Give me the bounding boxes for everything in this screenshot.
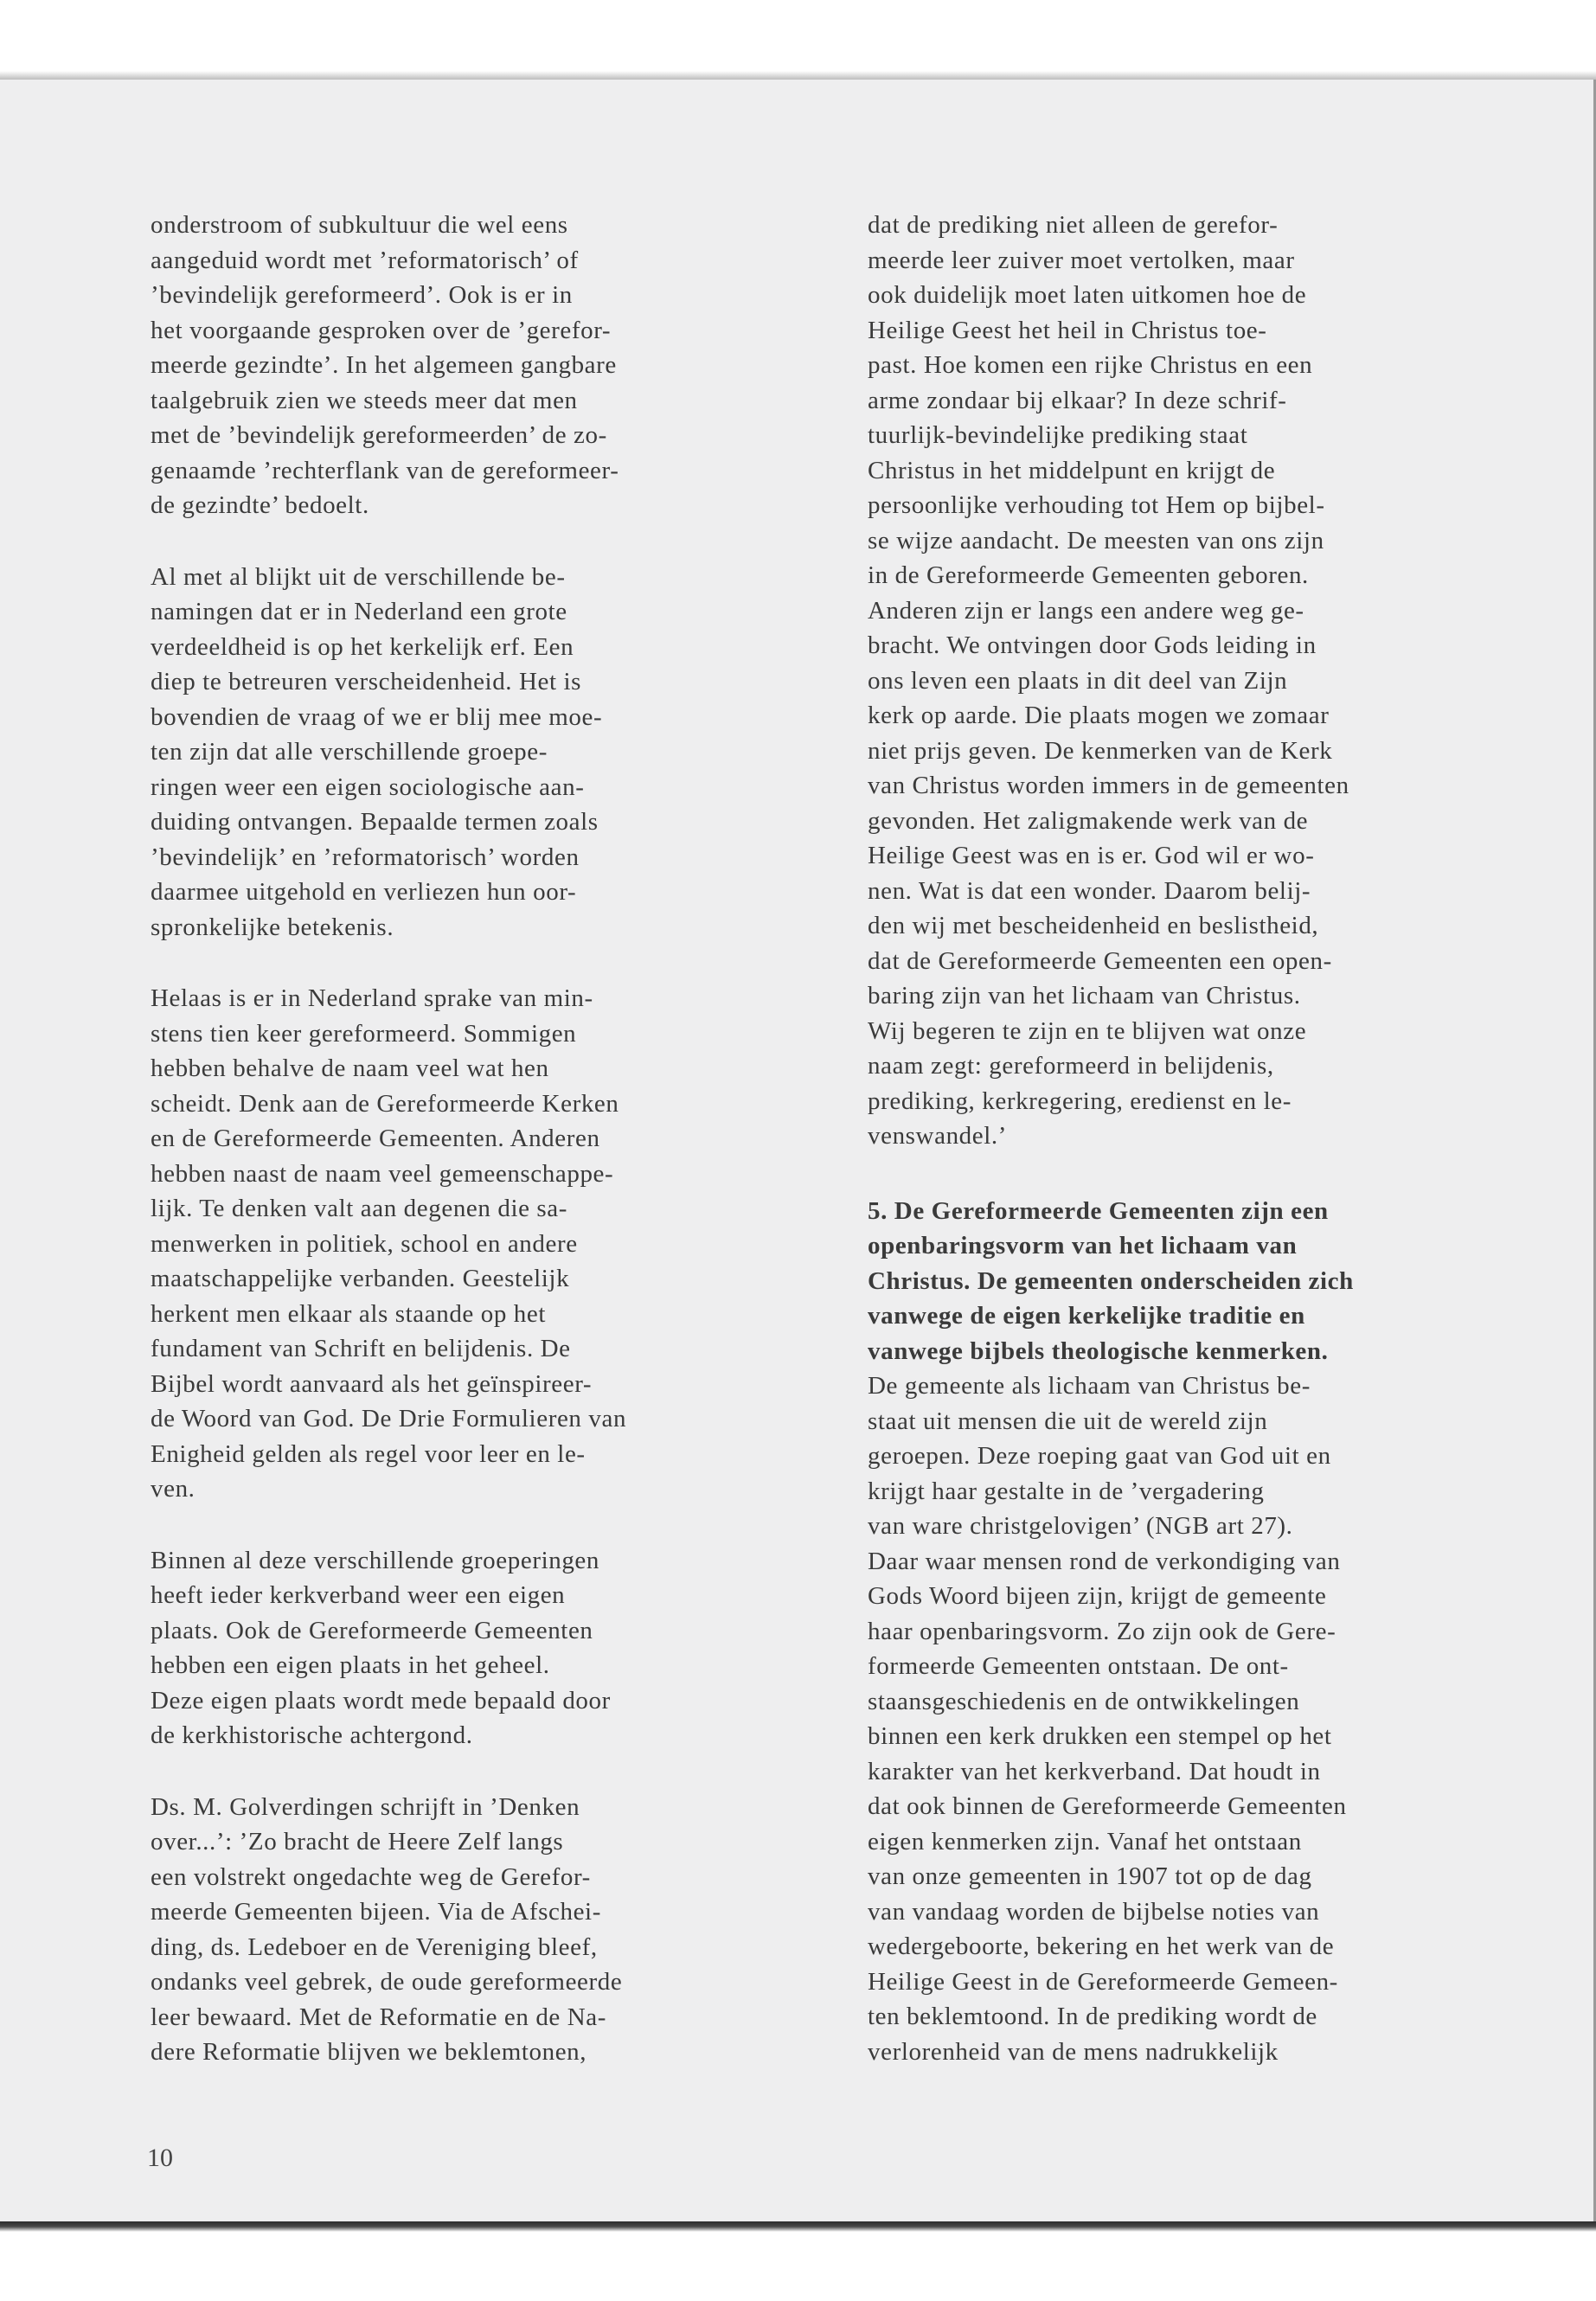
text-line: diep te betreuren verscheidenheid. Het is: [151, 668, 582, 695]
text-line: Heilige Geest was en is er. God wil er wo-: [868, 842, 1315, 869]
text-line: Anderen zijn er langs een andere weg ge-: [868, 596, 1304, 625]
text-line: en de Gereformeerde Gemeenten. Anderen: [151, 1125, 600, 1152]
text-line: hebben naast de naam veel gemeenschappe-: [151, 1159, 614, 1188]
text-line: meerde gezindte’. In het algemeen gangbare: [151, 351, 617, 379]
text-line: ten beklemtoond. In de prediking wordt de: [868, 2003, 1317, 2030]
text-line: meerde Gemeenten bijeen. Via de Afschei-: [151, 1898, 601, 1926]
paragraph: [868, 208, 1551, 1154]
text-line: met de ’bevindelijk gereformeerden’ de zo-: [151, 421, 607, 449]
text-line: bovendien de vraag of we er blij mee moe-: [151, 702, 603, 731]
text-line: onderstroom of subkultuur die wel eens: [151, 211, 568, 239]
text-line: Christus in het middelpunt en krijgt de: [868, 456, 1276, 484]
paragraph: [151, 560, 825, 945]
text-line: hebben een eigen plaats in het geheel.: [151, 1651, 550, 1679]
text-line: Al met al blijkt uit de verschillende be-: [151, 562, 566, 591]
text-line: dere Reformatie blijven we beklemtonen,: [151, 2038, 587, 2066]
text-line: dat de prediking niet alleen de gerefor-: [868, 211, 1279, 239]
text-line: namingen dat er in Nederland een grote: [151, 598, 567, 625]
text-line: staat uit mensen die uit de wereld zijn: [868, 1407, 1268, 1435]
text-line: Ds. M. Golverdingen schrijft in ’Denken: [151, 1792, 580, 1821]
paragraph: [151, 1790, 825, 2070]
text-line: spronkelijke betekenis.: [151, 913, 394, 941]
text-line: Heilige Geest het heil in Christus toe-: [868, 316, 1267, 344]
text-line: eigen kenmerken zijn. Vanaf het ontstaan: [868, 1827, 1302, 1856]
text-line: Heilige Geest in de Gereformeerde Gemeen-: [868, 1967, 1338, 1996]
text-line: leer bewaard. Met de Reformatie en de Na-: [151, 2003, 607, 2031]
text-line: heeft ieder kerkverband weer een eigen: [151, 1581, 566, 1609]
left-column: [151, 208, 825, 2106]
section-heading-line: vanwege bijbels theologische kenmerken.: [868, 1336, 1329, 1365]
scan-bottom-margin: [0, 2221, 1596, 2301]
text-line: meerde leer zuiver moet vertolken, maar: [868, 246, 1295, 274]
text-line: stens tien keer gereformeerd. Sommigen: [151, 1019, 577, 1048]
text-line: ’bevindelijk’ en ’reformatorisch’ worden: [151, 843, 580, 871]
text-line: aangeduid wordt met ’reformatorisch’ of: [151, 246, 579, 274]
text-line: verlorenheid van de mens nadrukkelijk: [868, 2037, 1279, 2066]
text-line: Deze eigen plaats wordt mede bepaald door: [151, 1686, 611, 1715]
text-line: het voorgaande gesproken over de ’gerefor-: [151, 316, 612, 344]
text-line: daarmee uitgehold en verliezen hun oor-: [151, 878, 577, 906]
text-line: herkent men elkaar als staande op het: [151, 1299, 547, 1328]
text-line: in de Gereformeerde Gemeenten geboren.: [868, 561, 1309, 589]
section-heading-line: vanwege de eigen kerkelijke traditie en: [868, 1302, 1305, 1330]
text-line: de gezindte’ bedoelt.: [151, 491, 369, 519]
text-line: dat ook binnen de Gereformeerde Gemeenten: [868, 1792, 1347, 1820]
text-line: venswandel.’: [868, 1122, 1008, 1150]
text-line: haar openbaringsvorm. Zo zijn ook de Gere-: [868, 1617, 1336, 1645]
paragraph: [151, 1543, 825, 1753]
text-line: Daar waar mensen rond de verkondiging van: [868, 1547, 1341, 1575]
text-line: prediking, kerkregering, eredienst en le-: [868, 1086, 1292, 1115]
section-heading-line: 5. De Gereformeerde Gemeenten zijn een: [868, 1196, 1329, 1225]
text-line: ook duidelijk moet laten uitkomen hoe de: [868, 281, 1307, 309]
text-line: past. Hoe komen een rijke Christus en een: [868, 351, 1313, 379]
text-line: van vandaag worden de bijbelse noties van: [868, 1897, 1320, 1926]
text-line: ondanks veel gebrek, de oude gereformeerde: [151, 1968, 623, 1996]
text-line: ten zijn dat alle verschillende groepe-: [151, 738, 548, 766]
text-line: van onze gemeenten in 1907 tot op de dag: [868, 1862, 1312, 1890]
text-line: Gods Woord bijeen zijn, krijgt de gemeente: [868, 1582, 1327, 1610]
text-line: kerk op aarde. Die plaats mogen we zomaar: [868, 702, 1330, 729]
text-line: genaamde ’rechterflank van de gereformeer-: [151, 456, 619, 484]
text-line: dat de Gereformeerde Gemeenten een open-: [868, 946, 1332, 975]
text-line: nen. Wat is dat een wonder. Daarom belij-: [868, 876, 1311, 905]
text-line: verdeeldheid is op het kerkelijk erf. Een: [151, 632, 574, 661]
text-line: binnen een kerk drukken een stempel op het: [868, 1722, 1332, 1750]
text-line: hebben behalve de naam veel wat hen: [151, 1054, 549, 1082]
text-line: den wij met bescheidenheid en beslistheid,: [868, 912, 1319, 939]
section-5: [868, 1194, 1551, 2070]
text-line: ven.: [151, 1475, 195, 1503]
text-line: bracht. We ontvingen door Gods leiding in: [868, 631, 1317, 659]
scan-top-margin: [0, 0, 1596, 80]
text-line: ringen weer een eigen sociologische aan-: [151, 772, 585, 801]
text-line: gevonden. Het zaligmakende werk van de: [868, 806, 1309, 835]
text-line: arme zondaar bij elkaar? In deze schrif-: [868, 386, 1287, 414]
text-line: ons leven een plaats in dit deel van Zijn: [868, 666, 1288, 695]
right-column: [868, 208, 1551, 2106]
text-line: Wij begeren te zijn en te blijven wat onze: [868, 1016, 1307, 1045]
text-line: over...’: ’Zo bracht de Heere Zelf langs: [151, 1828, 564, 1856]
section-heading-line: openbaringsvorm van het lichaam van: [868, 1232, 1298, 1259]
text-line: se wijze aandacht. De meesten van ons zijn: [868, 526, 1324, 554]
text-line: maatschappelijke verbanden. Geestelijk: [151, 1265, 570, 1292]
page-number: 10: [147, 2144, 173, 2172]
text-line: Binnen al deze verschillende groeperingen: [151, 1546, 600, 1574]
text-line: menwerken in politiek, school en andere: [151, 1229, 578, 1258]
section-heading-line: Christus. De gemeenten onderscheiden zich: [868, 1266, 1354, 1295]
text-line: van Christus worden immers in de gemeenten: [868, 772, 1349, 799]
text-line: krijgt haar gestalte in de ’vergadering: [868, 1477, 1265, 1505]
text-line: plaats. Ook de Gereformeerde Gemeenten: [151, 1616, 593, 1644]
text-line: duiding ontvangen. Bepaalde termen zoals: [151, 808, 599, 836]
text-line: formeerde Gemeenten ontstaan. De ont-: [868, 1652, 1289, 1680]
text-line: Bijbel wordt aanvaard als het geïnspireer-: [151, 1369, 593, 1398]
text-line: wedergeboorte, bekering en het werk van de: [868, 1932, 1335, 1960]
text-line: geroepen. Deze roeping gaat van God uit en: [868, 1442, 1331, 1470]
paragraph: [151, 208, 825, 523]
text-line: lijk. Te denken valt aan degenen die sa-: [151, 1195, 568, 1222]
text-line: fundament van Schrift en belijdenis. De: [151, 1335, 571, 1362]
text-line: naam zegt: gereformeerd in belijdenis,: [868, 1052, 1274, 1080]
text-line: persoonlijke verhouding tot Hem op bijbel-: [868, 491, 1325, 519]
text-line: taalgebruik zien we steeds meer dat men: [151, 386, 578, 414]
text-line: ding, ds. Ledeboer en de Vereniging bleef,: [151, 1932, 598, 1961]
text-line: staansgeschiedenis en de ontwikkelingen: [868, 1687, 1300, 1715]
text-line: ’bevindelijk gereformeerd’. Ook is er in: [151, 281, 573, 309]
paragraph: [151, 981, 825, 1507]
text-line: De gemeente als lichaam van Christus be-: [868, 1372, 1311, 1400]
text-line: Helaas is er in Nederland sprake van min-: [151, 984, 593, 1012]
text-line: van ware christgelovigen’ (NGB art 27).: [868, 1512, 1293, 1540]
text-line: de kerkhistorische achtergond.: [151, 1721, 473, 1749]
text-line: de Woord van God. De Drie Formulieren van: [151, 1405, 627, 1433]
text-line: een volstrekt ongedachte weg de Gerefor-: [151, 1862, 591, 1891]
text-line: karakter van het kerkverband. Dat houdt in: [868, 1757, 1321, 1785]
text-line: scheidt. Denk aan de Gereformeerde Kerken: [151, 1089, 619, 1118]
text-line: baring zijn van het lichaam van Christus.: [868, 982, 1301, 1009]
text-line: niet prijs geven. De kenmerken van de Kerk: [868, 736, 1333, 765]
text-line: tuurlijk-bevindelijke prediking staat: [868, 421, 1248, 449]
text-line: Enigheid gelden als regel voor leer en le-: [151, 1439, 586, 1468]
